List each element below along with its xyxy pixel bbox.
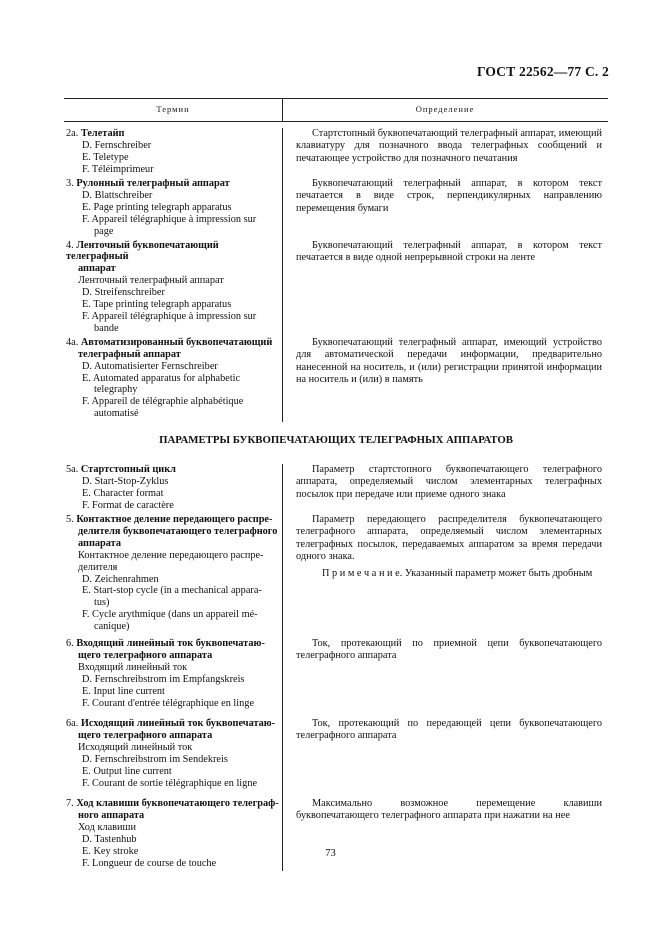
term-equivalent: Контактное деление передающего распре-: [78, 549, 264, 561]
term-equivalent: bande: [94, 322, 119, 334]
term-title: Ленточный буквопечатающий телеграфный: [66, 239, 219, 263]
term-equivalent: page: [94, 225, 114, 237]
term-number: 2а.: [66, 128, 79, 139]
term-equivalent: automatisé: [94, 408, 139, 420]
term-equivalent: D. Blattschreiber: [82, 189, 153, 201]
page-number: 73: [325, 848, 336, 859]
term-equivalent: canique): [94, 621, 130, 633]
document-header: ГОСТ 22562—77 С. 2: [476, 64, 609, 79]
term-definition: Максимально возможное перемещение клавиши буквопечатающего телеграфного аппарата при нажатии на нее: [296, 798, 602, 822]
term-number: 4а.: [66, 336, 79, 348]
term-title: Телетайп: [80, 128, 125, 139]
term-equivalent: D. Fernschreibstrom im Empfangskreis: [82, 673, 245, 685]
term-equivalent: E. Tape printing telegraph apparatus: [82, 299, 232, 311]
term-equivalent: Входящий линейный ток: [78, 661, 188, 673]
term-equivalent: F. Longueur de course de touche: [82, 857, 217, 869]
term-entry: [64, 514, 608, 638]
term-equivalent: E. Page printing telegraph apparatus: [82, 201, 232, 213]
term-equivalent: F. Téléimprimeur: [82, 163, 154, 175]
definition-column-header: Определение: [415, 104, 475, 114]
term-equivalent: F. Cycle arythmique (dans un appareil mé-: [82, 609, 258, 621]
term-number: 4.: [66, 239, 74, 251]
term-equivalent: делителя: [78, 561, 118, 573]
term-title-continued: телеграфный аппарат: [78, 348, 181, 360]
term-equivalent: F. Courant de sortie télégraphique en ligne: [82, 777, 258, 789]
term-number: 6.: [66, 638, 74, 649]
term-definition: Параметр стартстопного буквопечатающего телеграфного аппарата, определяемый числом элементарных телеграфных посылок при передаче или приеме одного знака: [296, 464, 602, 500]
term-entry: [64, 464, 608, 514]
term-definition: Ток, протекающий по передающей цепи буквопечатающего телеграфного аппарата: [296, 718, 602, 742]
section-title: ПАРАМЕТРЫ БУКВОПЕЧАТАЮЩИХ ТЕЛЕГРАФНЫХ АППАРАТОВ: [159, 434, 513, 446]
term-entry: [64, 718, 608, 798]
definition-note: П р и м е ч а н и е. Указанный параметр может быть дробным: [322, 567, 593, 579]
term-equivalent: E. Character format: [82, 487, 164, 499]
term-column-header: Термин: [156, 104, 190, 114]
term-definition: Ток, протекающий по приемной цепи буквопечатающего телеграфного аппарата: [296, 638, 602, 662]
term-equivalent: telegraphy: [94, 384, 138, 396]
term-entry: [64, 178, 608, 240]
term-equivalent: Ход клавиши: [78, 821, 136, 833]
term-number: 6а.: [66, 718, 79, 729]
term-title: Стартстопный цикл: [80, 464, 176, 475]
term-equivalent: E. Output line current: [82, 765, 172, 777]
term-number: 5а.: [66, 464, 79, 475]
term-definition: Буквопечатающий телеграфный аппарат, в котором текст печатается в виде строк, перпендикулярных направлению перемещения бумаги: [296, 178, 602, 214]
term-definition: Буквопечатающий телеграфный аппарат, имеющий устройство для автоматической передачи информации, предварительно нанесенной на носитель, и (или) регистрации принятой информации на носитель и (или) в память: [296, 336, 602, 385]
term-equivalent: E. Teletype: [82, 151, 129, 163]
term-number: 5.: [66, 514, 74, 525]
term-entry: [64, 638, 608, 718]
term-equivalent: F. Courant d'entrée télégraphique en linge: [82, 697, 255, 709]
term-equivalent: tus): [94, 597, 110, 609]
term-equivalent: D. Tastenhub: [82, 833, 137, 845]
term-equivalent: D. Fernschreibstrom im Sendekreis: [82, 753, 228, 765]
term-equivalent: F. Appareil de télégraphie alphabétique: [82, 396, 244, 408]
term-title: Ход клавиши буквопечатающего телеграф-: [76, 798, 279, 809]
term-equivalent: E. Key stroke: [82, 845, 139, 857]
term-equivalent: E. Input line current: [82, 685, 165, 697]
parameters-table: [64, 464, 608, 871]
term-equivalent: D. Streifenschreiber: [82, 287, 165, 299]
term-equivalent: E. Start-stop cycle (in a mechanical appara-: [82, 585, 262, 597]
term-title-continued: щего телеграфного аппарата: [78, 649, 213, 661]
term-equivalent: D. Zeichenrahmen: [82, 573, 159, 585]
term-equivalent: E. Automated apparatus for alphabetic: [82, 372, 241, 384]
term-title: Рулонный телеграфный аппарат: [76, 178, 230, 189]
term-equivalent: F. Appareil télégraphique à impression sur: [82, 310, 257, 322]
term-entry: [64, 240, 608, 337]
term-equivalent: F. Format de caractère: [82, 499, 174, 511]
term-title: Контактное деление передающего распре-: [76, 514, 273, 525]
term-title: Автоматизированный буквопечатающий: [80, 336, 273, 348]
term-number: 7.: [66, 798, 74, 809]
term-equivalent: Ленточный телеграфный аппарат: [78, 275, 224, 287]
term-equivalent: F. Appareil télégraphique à impression sur: [82, 213, 257, 225]
term-title-continued: делителя буквопечатающего телеграфного аппарата: [78, 525, 278, 549]
term-equivalent: D. Fernschreiber: [82, 139, 152, 151]
term-number: 3.: [66, 178, 74, 189]
term-title: Исходящий линейный ток буквопечатаю-: [80, 718, 276, 729]
term-equivalent: D. Start-Stop-Zyklus: [82, 475, 169, 487]
term-definition: Стартстопный буквопечатающий телеграфный аппарат, имеющий клавиатуру для позначного ввода телеграфных сообщений и печатающее устройство для позначного печатания: [296, 128, 602, 164]
term-definition: Буквопечатающий телеграфный аппарат, в котором текст печатается в виде одной непрерывной строки на ленте: [296, 239, 602, 263]
term-entry: [64, 337, 608, 422]
term-entry: [64, 798, 608, 871]
term-entry: [64, 128, 608, 178]
table-header: [64, 98, 608, 122]
term-title-continued: ного аппарата: [78, 809, 145, 821]
term-equivalent: Исходящий линейный ток: [78, 741, 193, 753]
term-title-continued: аппарат: [78, 263, 116, 275]
term-equivalent: D. Automatisierter Fernschreiber: [82, 360, 218, 372]
term-definition: Параметр передающего распределителя буквопечатающего телеграфного аппарата, определяемый числом элементарных телеграфных посылок, передаваемых аппаратом за время передачи одного знака.: [296, 514, 602, 563]
term-title: Входящий линейный ток буквопечатаю-: [76, 638, 265, 649]
term-title-continued: щего телеграфного аппарата: [78, 729, 213, 741]
terms-table: [64, 98, 608, 422]
